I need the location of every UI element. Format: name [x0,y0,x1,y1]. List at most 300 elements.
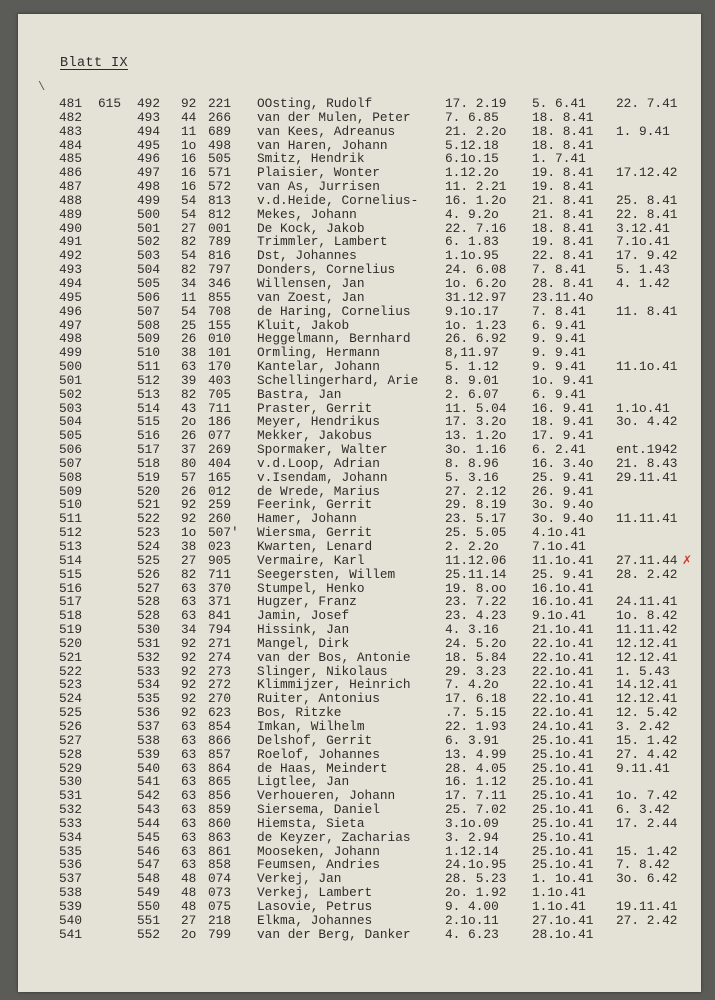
code-suffix: 371 [208,594,232,610]
table-row [18,914,701,928]
register-number: 495 [137,137,161,153]
birth-date: 19. 8.oo [445,580,507,596]
entry-date: 3o. 9.4o [532,511,594,527]
table-row [18,402,701,416]
table-row [18,554,701,568]
birth-date: 5.12.18 [445,137,499,153]
code-prefix: 48 [181,885,197,901]
person-name: Heggelmann, Bernhard [257,331,411,347]
birth-date: 29. 8.19 [445,497,507,513]
person-name: Elkma, Johannes [257,912,373,928]
person-name: van der Mulen, Peter [257,109,411,125]
table-row [18,111,701,125]
entry-date: 21.1o.41 [532,622,594,638]
code-suffix: 705 [208,386,232,402]
person-name: Bastra, Jan [257,386,342,402]
entry-date: 7. 8.41 [532,303,586,319]
entry-date: 18. 8.41 [532,137,594,153]
register-number: 542 [137,788,161,804]
exit-date: 11. 8.41 [616,303,678,319]
table-row [18,540,701,554]
exit-date: 1o. 8.42 [616,608,678,624]
code-suffix: 101 [208,345,232,361]
entry-date: 1o. 9.41 [532,372,594,388]
person-name: Mekker, Jakobus [257,428,373,444]
record-number: 510 [59,497,83,513]
entry-date: 22.1o.41 [532,663,594,679]
register-number: 504 [137,262,161,278]
birth-date: 11.12.06 [445,552,507,568]
register-number: 498 [137,179,161,195]
code-prefix: 27 [181,220,197,236]
exit-date: ent.1942 [616,442,678,458]
register-number: 492 [137,96,161,111]
code-suffix: 273 [208,663,232,679]
exit-date: 7.1o.41 [616,234,670,250]
register-number: 531 [137,635,161,651]
code-suffix: 812 [208,206,232,222]
birth-date: 24.1o.95 [445,857,507,873]
code-prefix: 92 [181,705,197,721]
table-row [18,332,701,346]
table-row [18,471,701,485]
code-suffix: 075 [208,898,232,914]
code-prefix: 39 [181,372,197,388]
code-suffix: 572 [208,179,232,195]
table-row [18,582,701,596]
entry-date: 19. 8.41 [532,234,594,250]
table-row [18,831,701,845]
exit-date: 17. 9.42 [616,248,678,264]
register-number: 497 [137,165,161,181]
register-number: 535 [137,691,161,707]
record-number: 497 [59,317,83,333]
table-row [18,97,701,111]
table-row [18,152,701,166]
exit-date: 27. 2.42 [616,912,678,928]
birth-date: 4. 3.16 [445,622,499,638]
exit-date: 22. 8.41 [616,206,678,222]
record-number: 493 [59,262,83,278]
register-number: 515 [137,414,161,430]
record-number: 502 [59,386,83,402]
code-suffix: 001 [208,220,232,236]
register-number: 546 [137,843,161,859]
exit-date: 3o. 6.42 [616,871,678,887]
code-prefix: 63 [181,774,197,790]
record-list [18,97,701,941]
record-number: 494 [59,275,83,291]
table-row [18,249,701,263]
table-row [18,609,701,623]
table-row [18,858,701,872]
birth-date: 11. 5.04 [445,400,507,416]
record-number: 534 [59,829,83,845]
exit-date: 3.12.41 [616,220,670,236]
table-row [18,692,701,706]
code-prefix: 27 [181,912,197,928]
table-row [18,429,701,443]
code-prefix: 54 [181,248,197,264]
table-row [18,595,701,609]
entry-date: 16. 3.4o [532,455,594,471]
birth-date: 4. 9.2o [445,206,499,222]
entry-date: 27.1o.41 [532,912,594,928]
code-suffix: 272 [208,677,232,693]
birth-date: 2. 2.2o [445,539,499,554]
code-suffix: 711 [208,566,232,582]
table-row [18,457,701,471]
birth-date: 26. 6.92 [445,331,507,347]
person-name: Meyer, Hendrikus [257,414,380,430]
birth-date: 25.11.14 [445,566,507,582]
register-number: 506 [137,289,161,305]
record-number: 506 [59,442,83,458]
exit-date: 25. 8.41 [616,192,678,208]
birth-date: 1.12.14 [445,843,499,859]
register-number: 496 [137,151,161,167]
table-row [18,319,701,333]
code-suffix: 689 [208,123,232,139]
code-suffix: 012 [208,483,232,499]
code-prefix: 92 [181,96,197,111]
person-name: Lasovie, Petrus [257,898,373,914]
record-number: 511 [59,511,83,527]
code-suffix: 010 [208,331,232,347]
person-name: Roelof, Johannes [257,746,380,762]
code-prefix: 27 [181,552,197,568]
record-number: 522 [59,663,83,679]
person-name: Schellingerhard, Arie [257,372,419,388]
person-name: Smitz, Hendrik [257,151,365,167]
entry-date: 22.1o.41 [532,705,594,721]
register-number: 522 [137,511,161,527]
entry-date: 9. 9.41 [532,331,586,347]
birth-date: 18. 5.84 [445,649,507,665]
birth-date: 8,11.97 [445,345,499,361]
code-suffix: 023 [208,539,232,554]
exit-date: 12.12.41 [616,635,678,651]
exit-date: 15. 1.42 [616,732,678,748]
person-name: Mangel, Dirk [257,635,350,651]
entry-date: 18. 9.41 [532,414,594,430]
table-row [18,291,701,305]
code-prefix: 37 [181,442,197,458]
person-name: Willensen, Jan [257,275,365,291]
code-prefix: 54 [181,206,197,222]
register-number: 499 [137,192,161,208]
person-name: Stumpel, Henko [257,580,365,596]
code-suffix: 816 [208,248,232,264]
code-prefix: 26 [181,331,197,347]
register-number: 525 [137,552,161,568]
table-row [18,762,701,776]
exit-date: 27.11.44 [616,552,678,568]
entry-date: 25.1o.41 [532,857,594,873]
code-suffix: 221 [208,96,232,111]
person-name: Ormling, Hermann [257,345,380,361]
code-suffix: 165 [208,469,232,485]
code-prefix: 92 [181,663,197,679]
entry-date: 1.1o.41 [532,898,586,914]
entry-date: 25.1o.41 [532,760,594,776]
record-number: 482 [59,109,83,125]
entry-date: 6. 2.41 [532,442,586,458]
person-name: Hissink, Jan [257,622,350,638]
entry-date: 23.11.4o [532,289,594,305]
exit-date: 1. 9.41 [616,123,670,139]
record-number: 537 [59,871,83,887]
register-number: 534 [137,677,161,693]
birth-date: 8. 9.01 [445,372,499,388]
entry-date: 5. 6.41 [532,96,586,111]
birth-date: 23. 7.22 [445,594,507,610]
birth-date: 7. 6.85 [445,109,499,125]
code-suffix: 857 [208,746,232,762]
person-name: Ruiter, Antonius [257,691,380,707]
register-number: 540 [137,760,161,776]
code-suffix: 794 [208,622,232,638]
person-name: de Wrede, Marius [257,483,380,499]
table-row [18,305,701,319]
entry-date: 28.1o.41 [532,926,594,942]
register-number: 513 [137,386,161,402]
person-name: Hiemsta, Sieta [257,815,365,831]
code-suffix: 507' [208,525,239,541]
table-row [18,125,701,139]
table-row [18,360,701,374]
person-name: Verkej, Lambert [257,885,373,901]
code-suffix: 861 [208,843,232,859]
entry-date: 1. 7.41 [532,151,586,167]
person-name: Klimmijzer, Heinrich [257,677,411,693]
code-prefix: 63 [181,843,197,859]
record-number: 500 [59,359,83,375]
record-number: 521 [59,649,83,665]
code-prefix: 82 [181,386,197,402]
birth-date: 1.1o.95 [445,248,499,264]
table-row [18,886,701,900]
birth-date: 22. 7.16 [445,220,507,236]
entry-date: 1.1o.41 [532,885,586,901]
birth-date: 9.1o.17 [445,303,499,319]
code-suffix: 073 [208,885,232,901]
code-suffix: 270 [208,691,232,707]
record-number: 505 [59,428,83,444]
table-row [18,388,701,402]
entry-date: 25.1o.41 [532,815,594,831]
exit-date: 12.12.41 [616,691,678,707]
person-name: van der Berg, Danker [257,926,411,942]
exit-date: 22. 7.41 [616,96,678,111]
code-suffix: 346 [208,275,232,291]
birth-date: .7. 5.15 [445,705,507,721]
table-row [18,166,701,180]
person-name: Siersema, Daniel [257,802,380,818]
table-row [18,277,701,291]
code-prefix: 63 [181,857,197,873]
person-name: de Haas, Meindert [257,760,388,776]
code-suffix: 274 [208,649,232,665]
entry-date: 1. 1o.41 [532,871,594,887]
exit-date: 29.11.41 [616,469,678,485]
table-row [18,180,701,194]
birth-date: 28. 5.23 [445,871,507,887]
entry-date: 4.1o.41 [532,525,586,541]
code-prefix: 63 [181,815,197,831]
exit-date: 11.11.41 [616,511,678,527]
register-number: 503 [137,248,161,264]
exit-date: 11.11.42 [616,622,678,638]
record-number: 498 [59,331,83,347]
birth-date: 5. 1.12 [445,359,499,375]
register-number: 530 [137,622,161,638]
table-row [18,665,701,679]
code-suffix: 866 [208,732,232,748]
entry-date: 16. 9.41 [532,400,594,416]
person-name: Kluit, Jakob [257,317,350,333]
code-prefix: 2o [181,414,197,430]
person-name: Mooseken, Johann [257,843,380,859]
exit-date: 1. 5.43 [616,663,670,679]
entry-date: 17. 9.41 [532,428,594,444]
entry-date: 28. 8.41 [532,275,594,291]
code-prefix: 26 [181,483,197,499]
record-number: 520 [59,635,83,651]
exit-date: 17.12.42 [616,165,678,181]
register-number: 511 [137,359,161,375]
birth-date: 17. 6.18 [445,691,507,707]
red-cross-mark: ✗ [682,552,693,567]
register-number: 502 [137,234,161,250]
entry-date: 21. 8.41 [532,192,594,208]
table-row [18,139,701,153]
code-suffix: 865 [208,774,232,790]
entry-date: 18. 8.41 [532,123,594,139]
record-number: 483 [59,123,83,139]
code-prefix: 63 [181,608,197,624]
code-prefix: 1o [181,525,197,541]
birth-date: 7. 4.2o [445,677,499,693]
entry-date: 25.1o.41 [532,788,594,804]
birth-date: 1o. 6.2o [445,275,507,291]
birth-date: 24. 6.08 [445,262,507,278]
entry-date: 18. 8.41 [532,220,594,236]
entry-date: 22.1o.41 [532,691,594,707]
record-number: 518 [59,608,83,624]
birth-date: 9. 4.00 [445,898,499,914]
document-page [18,14,701,992]
person-name: Jamin, Josef [257,608,350,624]
record-number: 515 [59,566,83,582]
entry-date: 22.1o.41 [532,649,594,665]
code-suffix: 269 [208,442,232,458]
record-number: 539 [59,898,83,914]
code-suffix: 571 [208,165,232,181]
record-number: 529 [59,760,83,776]
record-number: 508 [59,469,83,485]
entry-date: 19. 8.41 [532,165,594,181]
exit-date: 12. 5.42 [616,705,678,721]
code-prefix: 63 [181,594,197,610]
code-prefix: 38 [181,539,197,554]
birth-date: 2o. 1.92 [445,885,507,901]
code-prefix: 80 [181,455,197,471]
entry-date: 3o. 9.4o [532,497,594,513]
register-number: 500 [137,206,161,222]
exit-date: 3o. 4.42 [616,414,678,430]
register-number: 550 [137,898,161,914]
record-number: 516 [59,580,83,596]
code-suffix: 259 [208,497,232,513]
register-number: 539 [137,746,161,762]
exit-date: 24.11.41 [616,594,678,610]
person-name: Mekes, Johann [257,206,357,222]
exit-date: 17. 2.44 [616,815,678,831]
code-suffix: 403 [208,372,232,388]
birth-date: 2.1o.11 [445,912,499,928]
code-suffix: 260 [208,511,232,527]
code-suffix: 864 [208,760,232,776]
table-row [18,803,701,817]
table-row [18,374,701,388]
code-suffix: 370 [208,580,232,596]
person-name: Trimmler, Lambert [257,234,388,250]
record-number: 519 [59,622,83,638]
register-number: 518 [137,455,161,471]
entry-date: 26. 9.41 [532,483,594,499]
code-suffix: 863 [208,829,232,845]
table-row [18,208,701,222]
person-name: Imkan, Wilhelm [257,718,365,734]
code-prefix: 63 [181,732,197,748]
person-name: Ligtlee, Jan [257,774,350,790]
exit-date: 12.12.41 [616,649,678,665]
code-suffix: 186 [208,414,232,430]
entry-date: 22.1o.41 [532,677,594,693]
birth-date: 11. 2.21 [445,179,507,195]
entry-date: 24.1o.41 [532,718,594,734]
register-number: 527 [137,580,161,596]
code-prefix: 92 [181,649,197,665]
birth-date: 17. 2.19 [445,96,507,111]
table-row [18,346,701,360]
code-suffix: 155 [208,317,232,333]
code-suffix: 797 [208,262,232,278]
table-row [18,485,701,499]
entry-date: 16.1o.41 [532,594,594,610]
record-number: 486 [59,165,83,181]
code-prefix: 82 [181,262,197,278]
code-suffix: 859 [208,802,232,818]
exit-date: 5. 1.43 [616,262,670,278]
code-suffix: 858 [208,857,232,873]
birth-date: 25. 5.05 [445,525,507,541]
code-prefix: 11 [181,123,197,139]
corner-tick-mark: \ [38,80,46,94]
code-prefix: 63 [181,359,197,375]
record-number: 484 [59,137,83,153]
register-number: 521 [137,497,161,513]
birth-date: 28. 4.05 [445,760,507,776]
code-suffix: 813 [208,192,232,208]
birth-date: 16. 1.2o [445,192,507,208]
person-name: Verhoueren, Johann [257,788,396,804]
record-number: 527 [59,732,83,748]
entry-date: 25.1o.41 [532,802,594,818]
register-number: 533 [137,663,161,679]
record-number: 495 [59,289,83,305]
